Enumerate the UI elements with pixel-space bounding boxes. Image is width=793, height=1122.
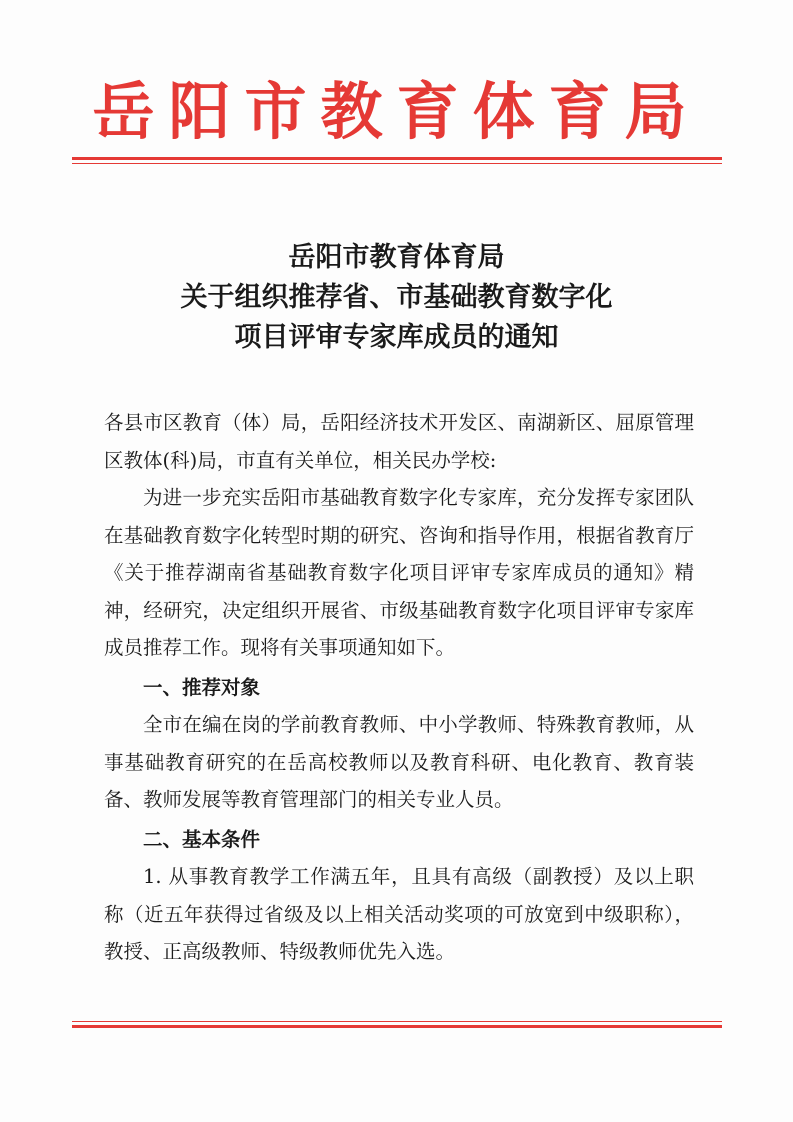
title-line-3: 项目评审专家库成员的通知 — [234, 322, 559, 353]
letterhead-org-name: 岳阳市教育体育局 — [92, 75, 701, 148]
document-title — [0, 238, 793, 358]
document-body — [104, 404, 694, 971]
footer-rule-thick — [72, 1025, 722, 1028]
addressee-paragraph: 各县市区教育（体）局，岳阳经济技术开发区、南湖新区、屈原管理区教体(科)局，市直有关单位，相关民办学校: — [104, 411, 694, 472]
title-line-1: 岳阳市教育体育局 — [288, 242, 505, 273]
footer-rule-thin — [72, 1021, 722, 1022]
condition-item-1: 1. 从事教育教学工作满五年，且具有高级（副教授）及以上职称（近五年获得过省级及以上相关活动奖项的可放宽到中级职称），教授、正高级教师、特级教师优先入选。 — [104, 865, 694, 963]
section-heading-recommend-target: 一、推荐对象 — [143, 675, 261, 699]
intro-paragraph: 为进一步充实岳阳市基础教育数字化专家库，充分发挥专家团队在基础教育数字化转型时期的研究、咨询和指导作用，根据省教育厅《关于推荐湖南省基础教育数字化项目评审专家库成员的通知》精神，经研究，决定组织开展省、市级基础教育数字化项目评审专家库成员推荐工作。现将有关事项通知如下。 — [104, 486, 694, 659]
title-line-2: 关于组织推荐省、市基础教育数字化 — [180, 282, 613, 313]
letterhead-rule-thin — [72, 163, 722, 164]
letterhead-rule-thick — [72, 157, 722, 160]
section-heading-basic-conditions: 二、基本条件 — [143, 827, 261, 851]
section-paragraph-recommend-target: 全市在编在岗的学前教育教师、中小学教师、特殊教育教师，从事基础教育研究的在岳高校教师以及教育科研、电化教育、教育装备、教师发展等教育管理部门的相关专业人员。 — [104, 713, 694, 811]
